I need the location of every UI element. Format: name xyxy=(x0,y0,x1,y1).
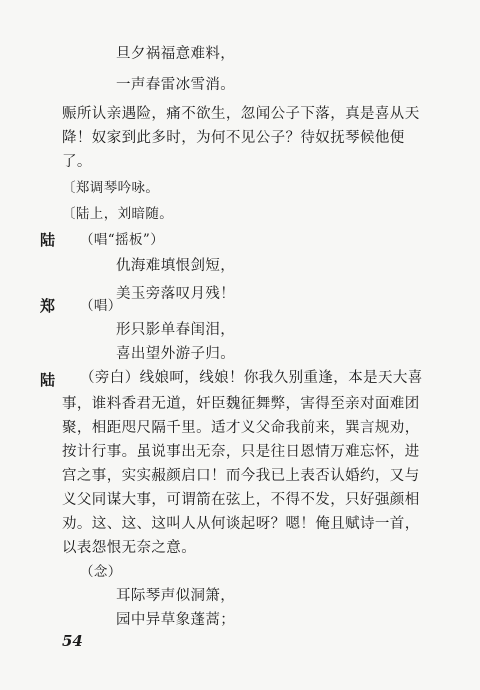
prose-line: 降！奴家到此多时，为何不见公子？待奴抚琴候他便 xyxy=(62,130,405,146)
stage-direction: 〔郑调琴吟咏。 xyxy=(62,180,160,196)
verse-line: 仇海难填恨剑短， xyxy=(116,258,236,274)
verse-line: 美玉旁落叹月残！ xyxy=(116,286,236,302)
verse-line: 园中异草象蓬蒿； xyxy=(116,612,236,628)
page-number: 54 xyxy=(62,632,83,650)
stage-direction: 〔陆上，刘暗随。 xyxy=(62,206,174,222)
prose-line: 赈所认亲遇险，痛不欲生，忽闻公子下落，真是喜从天 xyxy=(62,106,420,122)
verse-line: 喜出望外游子归。 xyxy=(116,346,236,362)
verse-line: 一声春雷冰雪消。 xyxy=(116,77,236,93)
prose-line: 宫之事，实实赧颜启口！而今我已上表否认婚约，又与 xyxy=(62,468,420,484)
prose-line: 劝。这、这、这叫人从何谈起呀？嗯！俺且赋诗一首， xyxy=(62,516,420,532)
prose-line: 聚，相距咫尺隔千里。适才义父命我前来，巽言规劝， xyxy=(62,420,420,436)
recite-direction: （念） xyxy=(80,564,122,580)
singing-direction: （唱“摇板”） xyxy=(80,232,165,248)
prose-line: （旁白）线娘呵，线娘！你我久别重逢，本是天大喜 xyxy=(80,370,423,386)
prose-line: 了。 xyxy=(62,154,92,170)
speaker-label: 陆 xyxy=(40,371,56,389)
verse-line: 旦夕祸福意难料， xyxy=(116,46,236,62)
singing-direction: （唱） xyxy=(80,298,122,314)
speaker-label: 陆 xyxy=(40,231,56,249)
prose-line: 按计行事。虽说事出无奈，只是往日恩情万难忘怀，进 xyxy=(62,444,420,460)
speaker-label: 郑 xyxy=(40,297,56,315)
prose-line: 事，谁料香君无道，奸臣魏征舞弊，害得至亲对面难团 xyxy=(62,396,420,412)
verse-line: 耳际琴声似洞箫， xyxy=(116,588,236,604)
verse-line: 形只影单春闺泪， xyxy=(116,322,236,338)
prose-line: 义父同谋大事，可谓箭在弦上，不得不发，只好强颜相 xyxy=(62,492,420,508)
prose-line: 以表怨恨无奈之意。 xyxy=(62,540,197,556)
